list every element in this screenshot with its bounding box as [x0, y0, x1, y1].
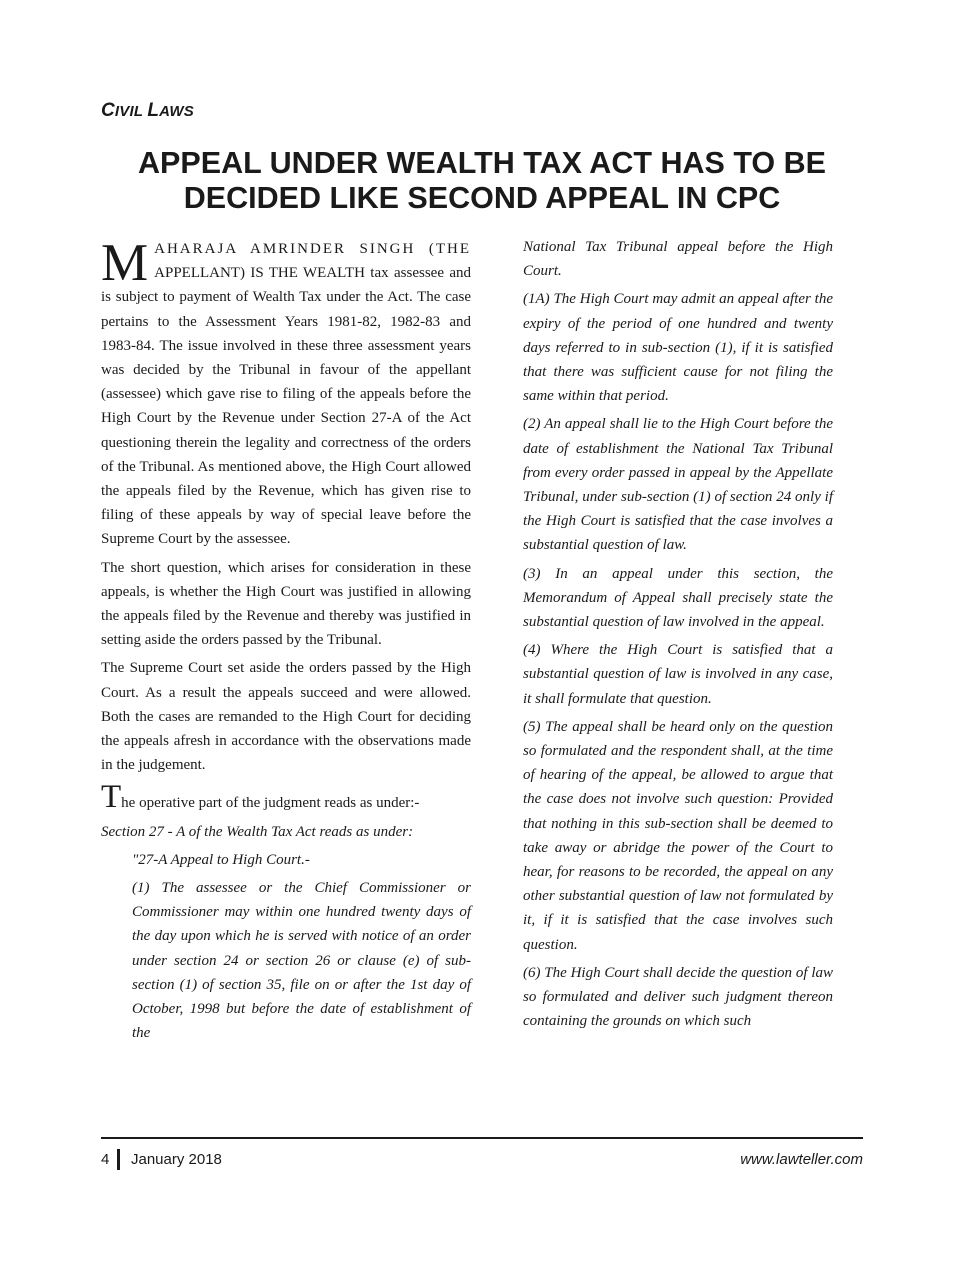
section-label: CIVIL LAWS	[101, 100, 194, 121]
clause-1a: (1A) The High Court may admit an appeal after the expiry of the period of one hundred and twenty days referred to in sub-section (1), if it is satisfied that there was sufficient cause for not filing the same within that period.	[523, 291, 833, 405]
footer-separator	[117, 1149, 120, 1170]
article-title	[90, 146, 874, 216]
intro-text: APPELLANT) IS THE WEALTH tax assessee and is subject to payment of Wealth Tax under the Act. The case pertains to the Assessment Years 1981-82, 1982-83 and 1983-84. The issue involved in these three assessment years was decided by the Tribunal in favour of the appellant (assessee) which gave rise to filing of the appeals before the High Court by the Revenue under Section 27-A of the Act questioning therein the legality and correctness of the orders of the Tribunal. As mentioned above, the High Court allowed the appeals filed by the Revenue, which has given rise to filing of these appeals by way of special leave before the Supreme Court by the assessee.	[101, 265, 471, 548]
clause-1-continued: National Tax Tribunal appeal before the High Court.	[523, 239, 833, 280]
clause-5: (5) The appeal shall be heard only on the question so formulated and the respondent shall, at the time of hearing of the appeal, be allowed to argue that the case does not involve such question: Provided that nothing in this sub-section shall be deemed to take away or abridge the power of the Court to hear, for reasons to be recorded, the appeal on any other substantial question of law not formulated by it, if it is satisfied that the case involves such question.	[523, 718, 833, 953]
page-number: 4	[101, 1151, 110, 1168]
left-column	[101, 234, 471, 1050]
website-link[interactable]: www.lawteller.com	[740, 1151, 863, 1168]
right-column	[523, 237, 833, 1038]
issue-date: January 2018	[131, 1151, 222, 1168]
title-line-1: APPEAL UNDER WEALTH TAX ACT HAS TO BE	[138, 146, 826, 180]
title-line-2: DECIDED LIKE SECOND APPEAL IN CPC	[183, 181, 781, 215]
paragraph-operative: The operative part of the judgment reads as under:-	[101, 779, 420, 816]
clause-2: (2) An appeal shall lie to the High Court before the date of establishment the National Tax Tribunal from every order passed in appeal by the Appellate Tribunal, under sub-section (1) of section 24 only if the High Court is satisfied that the case involves a substantial question of law.	[523, 416, 833, 554]
paragraph-decision: The Supreme Court set aside the orders passed by the High Court. As a result the appeals succeed and were allowed. Both the cases are remanded to the High Court for deciding the appeals afresh in accordance with the observations made in the judgement.	[101, 660, 471, 774]
clause-3: (3) In an appeal under this section, the Memorandum of Appeal shall precisely state the substantial question of law involved in the appeal.	[523, 565, 833, 631]
footer-rule	[101, 1137, 863, 1139]
clause-6: (6) The High Court shall decide the question of law so formulated and deliver such judgment thereon containing the grounds on which such	[523, 964, 833, 1030]
paragraph-question: The short question, which arises for consideration in these appeals, is whether the High Court was justified in allowing the appeals filed by the Revenue and thereby was justified in setting aside the orders passed by the Tribunal.	[101, 559, 471, 649]
clause-1: (1) The assessee or the Chief Commissioner or Commissioner may within one hundred twenty days of the day upon which he is served with notice of an order under section 24 or section 26 or clause (e) of sub-section (1) of section 35, file on or after the 1st day of October, 1998 but before the date of establishment of the	[132, 880, 471, 1042]
clause-4: (4) Where the High Court is satisfied that a substantial question of law is involved in any case, it shall formulate that question.	[523, 642, 833, 707]
drop-cap: M	[101, 234, 149, 292]
paragraph-intro	[101, 234, 471, 552]
intro-caps: AHARAJA AMRINDER SINGH (THE	[154, 241, 471, 257]
section-reference: Section 27 - A of the Wealth Tax Act reads as under:	[101, 823, 414, 840]
section-title: "27-A Appeal to High Court.-	[132, 851, 310, 868]
